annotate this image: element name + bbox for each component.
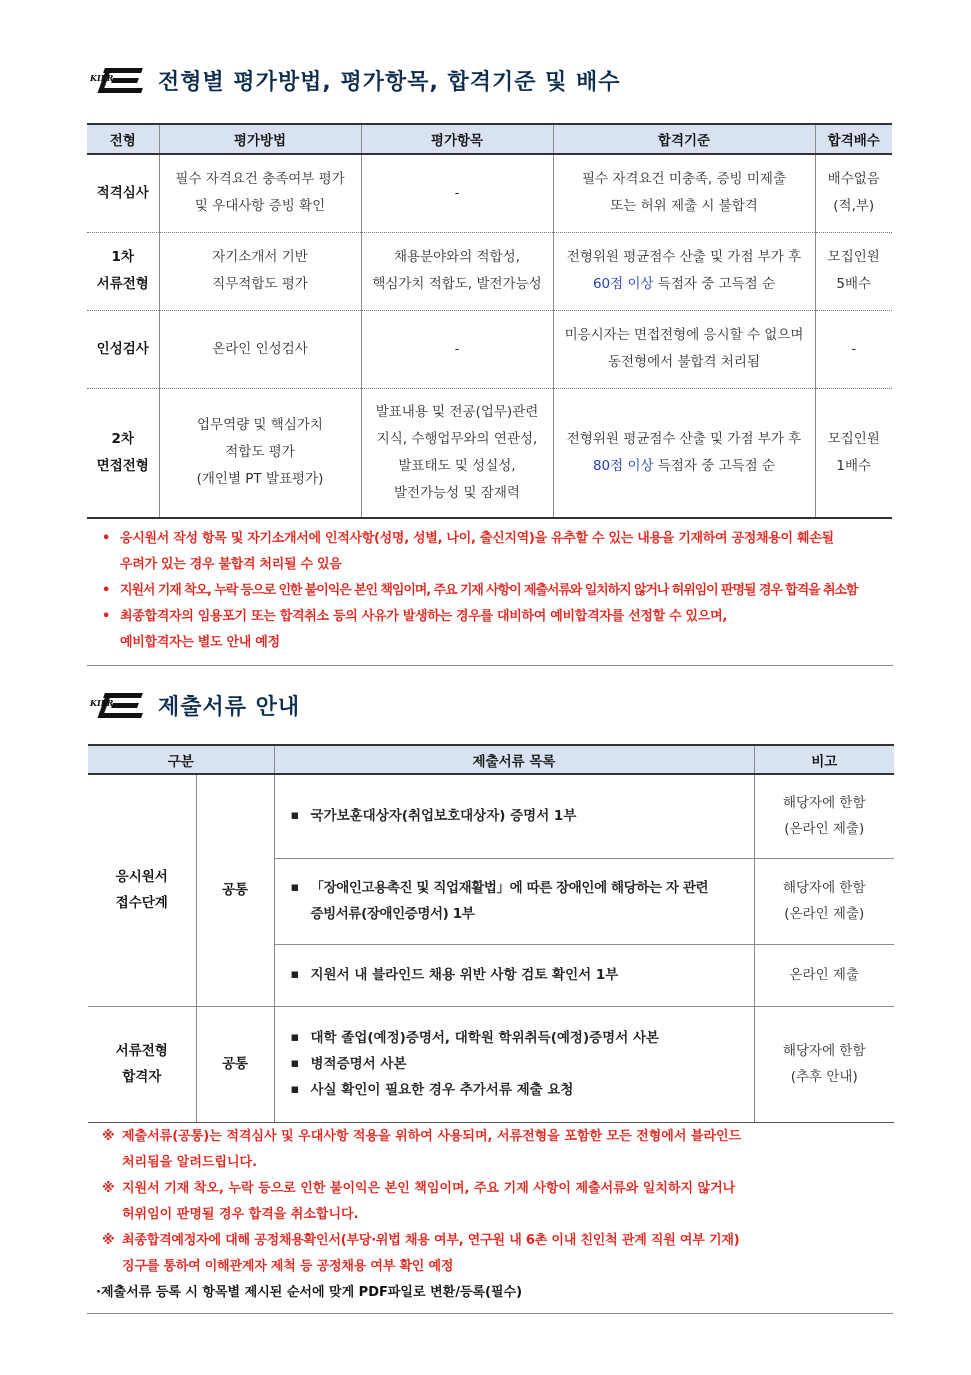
documents-table	[88, 744, 894, 1123]
note-item: ※ 지원서 기재 착오, 누락 등으로 인한 불이익은 본인 책임이며, 주요 기재 사항이 제출서류와 일치하지 않거나 허위임이 판명될 경우 합격을 취소합니다.	[102, 1181, 736, 1222]
documents-notes	[96, 1124, 882, 1306]
table-row	[88, 774, 894, 858]
note-item: ※ 최종합격예정자에 대해 공정채용확인서(부당·위법 채용 여부, 연구원 내 6촌 이내 친인척 관계 직원 여부 기재) 징구를 통하여 이해관계자 제척 등 공정채용 여부 확인 예정	[102, 1233, 740, 1274]
criteria-cell: 필수 자격요건 미충족, 증빙 미제출 또는 허위 제출 시 불합격	[553, 154, 815, 232]
evaluation-table	[87, 123, 892, 519]
type-cell: 공통	[196, 774, 274, 1006]
note-item: • 응시원서 작성 항목 및 자기소개서에 인적사항(성명, 성별, 나이, 출신지역)을 유추할 수 있는 내용을 기재하여 공정채용이 훼손될 우려가 있는 경우 불합격 처리될 수 있음	[102, 531, 834, 572]
stage-cell: 인성검사	[87, 310, 159, 388]
stage-cell: 1차 서류전형	[87, 232, 159, 310]
method-cell: 필수 자격요건 충족여부 평가 및 우대사항 증빙 확인	[159, 154, 361, 232]
document-item: ▪ 대학 졸업(예정)증명서, 대학원 학위취득(예정)증명서 사본	[291, 1025, 746, 1051]
method-cell: 자기소개서 기반 직무적합도 평가	[159, 232, 361, 310]
kier-logo: KIER	[90, 685, 146, 725]
page-title-documents: 제출서류 안내	[158, 694, 301, 720]
items-cell: -	[361, 310, 553, 388]
note-cell: 해당자에 한함 (추후 안내)	[754, 1006, 894, 1122]
stage-cell: 서류전형 합격자	[88, 1006, 196, 1122]
method-cell: 온라인 인성검사	[159, 310, 361, 388]
document-item: ▪ 지원서 내 블라인드 채용 위반 사항 검토 확인서 1부	[274, 944, 754, 1006]
pass-score-highlight: 60점 이상	[592, 276, 654, 292]
column-header: 합격기준	[553, 124, 815, 154]
items-cell: -	[361, 154, 553, 232]
column-header: 합격배수	[815, 124, 892, 154]
note-cell: 온라인 제출	[754, 944, 894, 1006]
note-cell: 해당자에 한함 (온라인 제출)	[754, 774, 894, 858]
stage-cell: 2차 면접전형	[87, 388, 159, 518]
criteria-cell: 미응시자는 면접전형에 응시할 수 없으며 동전형에서 불합격 처리됨	[553, 310, 815, 388]
note-item: • 최종합격자의 임용포기 또는 합격취소 등의 사유가 발생하는 경우를 대비하여 예비합격자를 선정할 수 있으며, 예비합격자는 별도 안내 예정	[102, 609, 727, 650]
multiple-cell: 배수없음 (적,부)	[815, 154, 892, 232]
column-header: 전형	[87, 124, 159, 154]
multiple-cell: 모집인원 5배수	[815, 232, 892, 310]
final-note: ·제출서류 등록 시 항목별 제시된 순서에 맞게 PDF파일로 변환/등록(필수)	[96, 1285, 523, 1300]
table-header-row	[88, 745, 894, 774]
divider	[87, 665, 893, 666]
criteria-cell: 전형위원 평균점수 산출 및 가점 부가 후 60점 이상 득점자 중 고득점 순	[553, 232, 815, 310]
pass-score-highlight: 80점 이상	[592, 457, 654, 474]
multiple-cell: -	[815, 310, 892, 388]
document-item: ▪ 사실 확인이 필요한 경우 추가서류 제출 요청	[291, 1077, 746, 1103]
column-header: 구분	[88, 745, 274, 774]
table-row	[87, 154, 892, 232]
document-list	[274, 1006, 754, 1122]
type-cell: 공통	[196, 1006, 274, 1122]
divider	[87, 1313, 893, 1314]
table-row	[88, 1006, 894, 1122]
column-header: 평가항목	[361, 124, 553, 154]
document-item: ▪ 국가보훈대상자(취업보호대상자) 증명서 1부	[274, 774, 754, 858]
stage-cell: 응시원서 접수단계	[88, 774, 196, 1006]
document-item: ▪ 「장애인고용촉진 및 직업재활법」에 따른 장애인에 해당하는 자 관련 증빙서류(장애인증명서) 1부	[274, 858, 754, 944]
stage-cell: 적격심사	[87, 154, 159, 232]
note-item: ※ 제출서류(공통)는 적격심사 및 우대사항 적용을 위하여 사용되며, 서류전형을 포함한 모든 전형에서 블라인드 처리됨을 알려드립니다.	[102, 1129, 742, 1170]
column-header: 비고	[754, 745, 894, 774]
table-header-row	[87, 124, 892, 154]
note-cell: 해당자에 한함 (온라인 제출)	[754, 858, 894, 944]
criteria-cell: 전형위원 평균점수 산출 및 가점 부가 후 80점 이상 득점자 중 고득점 순	[553, 388, 815, 518]
document-item: ▪ 병적증명서 사본	[291, 1051, 746, 1077]
table-row	[87, 310, 892, 388]
page-title-evaluation: 전형별 평가방법, 평가항목, 합격기준 및 배수	[158, 69, 621, 95]
items-cell: 발표내용 및 전공(업무)관련 지식, 수행업무와의 연관성, 발표태도 및 성실성, 발전가능성 및 잠재력	[361, 388, 553, 518]
section-title-documents	[90, 685, 300, 725]
column-header: 제출서류 목록	[274, 745, 754, 774]
column-header: 평가방법	[159, 124, 361, 154]
note-item: • 지원서 기재 착오, 누락 등으로 인한 불이익은 본인 책임이며, 주요 기재 사항이 제출서류와 일치하지 않거나 허위임이 판명될 경우 합격을 취소함	[102, 583, 858, 598]
items-cell: 채용분야와의 적합성, 핵심가치 적합도, 발전가능성	[361, 232, 553, 310]
kier-logo: KIER	[90, 60, 146, 100]
section-title-evaluation	[90, 60, 621, 100]
multiple-cell: 모집인원 1배수	[815, 388, 892, 518]
evaluation-notes	[102, 526, 877, 656]
method-cell: 업무역량 및 핵심가치 적합도 평가 (개인별 PT 발표평가)	[159, 388, 361, 518]
table-row	[87, 388, 892, 518]
table-row	[87, 232, 892, 310]
